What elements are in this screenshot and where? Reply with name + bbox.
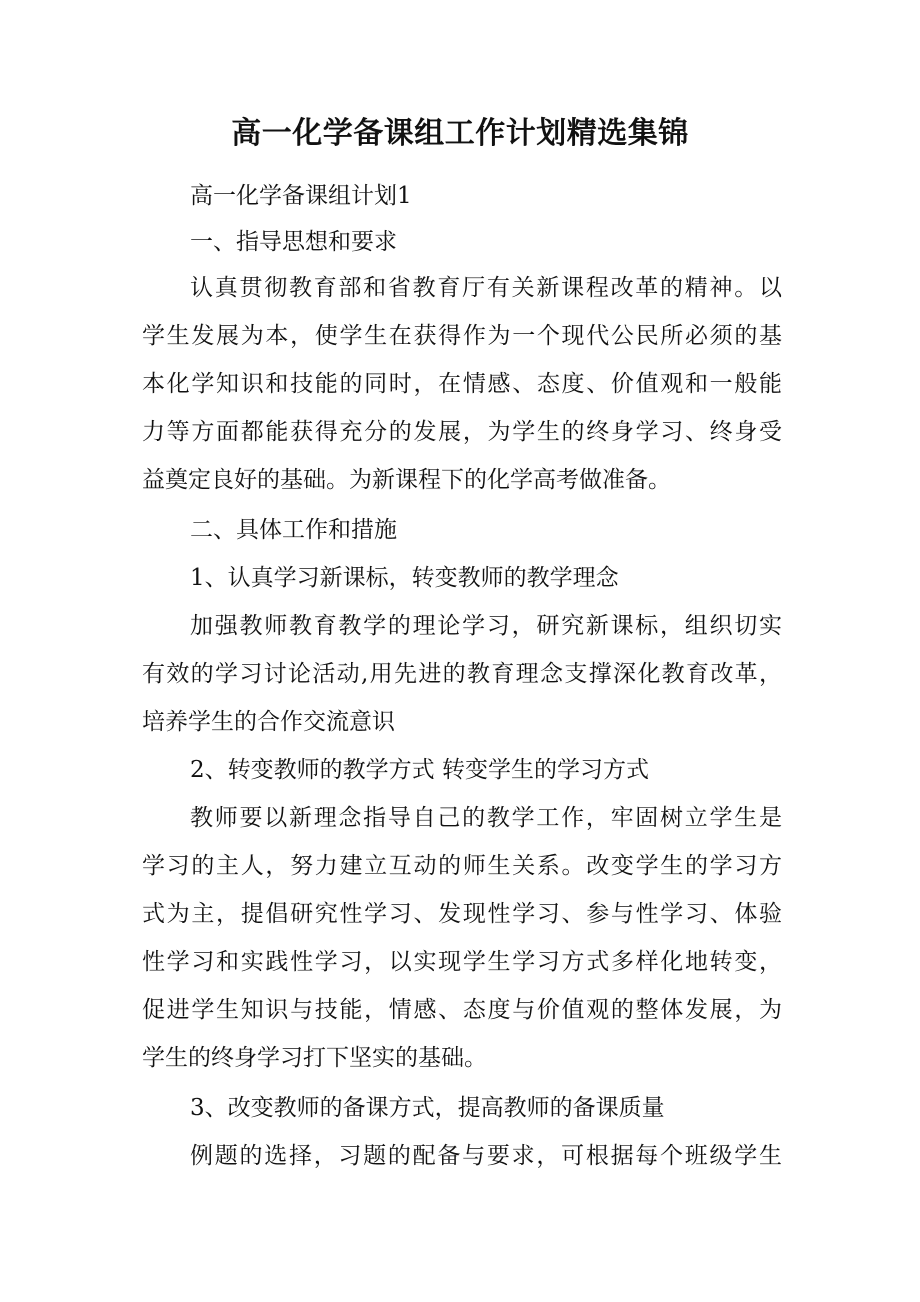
plan-heading: 高一化学备课组计划1 — [190, 183, 412, 209]
paragraph-line: 加强教师教育教学的理论学习，研究新课标，组织切实 — [190, 613, 782, 639]
paragraph-line: 学习的主人，努力建立互动的师生关系。改变学生的学习方 — [142, 853, 782, 879]
subheading-1: 1、认真学习新课标，转变教师的教学理念 — [190, 565, 619, 591]
paragraph-line: 例题的选择，习题的配备与要求，可根据每个班级学生 — [190, 1143, 782, 1169]
paragraph-line: 有效的学习讨论活动,用先进的教育理念支撑深化教育改革， — [142, 661, 782, 687]
subheading-3: 3、改变教师的备课方式，提高教师的备课质量 — [190, 1095, 665, 1121]
paragraph-line: 本化学知识和技能的同时，在情感、态度、价值观和一般能 — [142, 371, 782, 397]
paragraph-line: 性学习和实践性学习，以实现学生学习方式多样化地转变， — [142, 949, 782, 975]
paragraph-line: 力等方面都能获得充分的发展，为学生的终身学习、终身受 — [142, 419, 782, 445]
document-title: 高一化学备课组工作计划精选集锦 — [231, 116, 689, 151]
paragraph-line: 培养学生的合作交流意识 — [142, 709, 395, 735]
paragraph-line: 教师要以新理念指导自己的教学工作，牢固树立学生是 — [190, 805, 782, 831]
paragraph-line: 学生的终身学习打下坚实的基础。 — [142, 1045, 487, 1071]
paragraph-line: 学生发展为本，使学生在获得作为一个现代公民所必须的基 — [142, 323, 782, 349]
paragraph-line: 式为主，提倡研究性学习、发现性学习、参与性学习、体验 — [142, 901, 782, 927]
paragraph-line: 促进学生知识与技能，情感、态度与价值观的整体发展，为 — [142, 997, 782, 1023]
paragraph-line: 认真贯彻教育部和省教育厅有关新课程改革的精神。以 — [190, 275, 782, 301]
section-heading-2: 二、具体工作和措施 — [190, 517, 397, 543]
subheading-2: 2、转变教师的教学方式 转变学生的学习方式 — [190, 757, 649, 783]
paragraph-line: 益奠定良好的基础。为新课程下的化学高考做准备。 — [142, 467, 671, 493]
section-heading-1: 一、指导思想和要求 — [190, 229, 397, 255]
